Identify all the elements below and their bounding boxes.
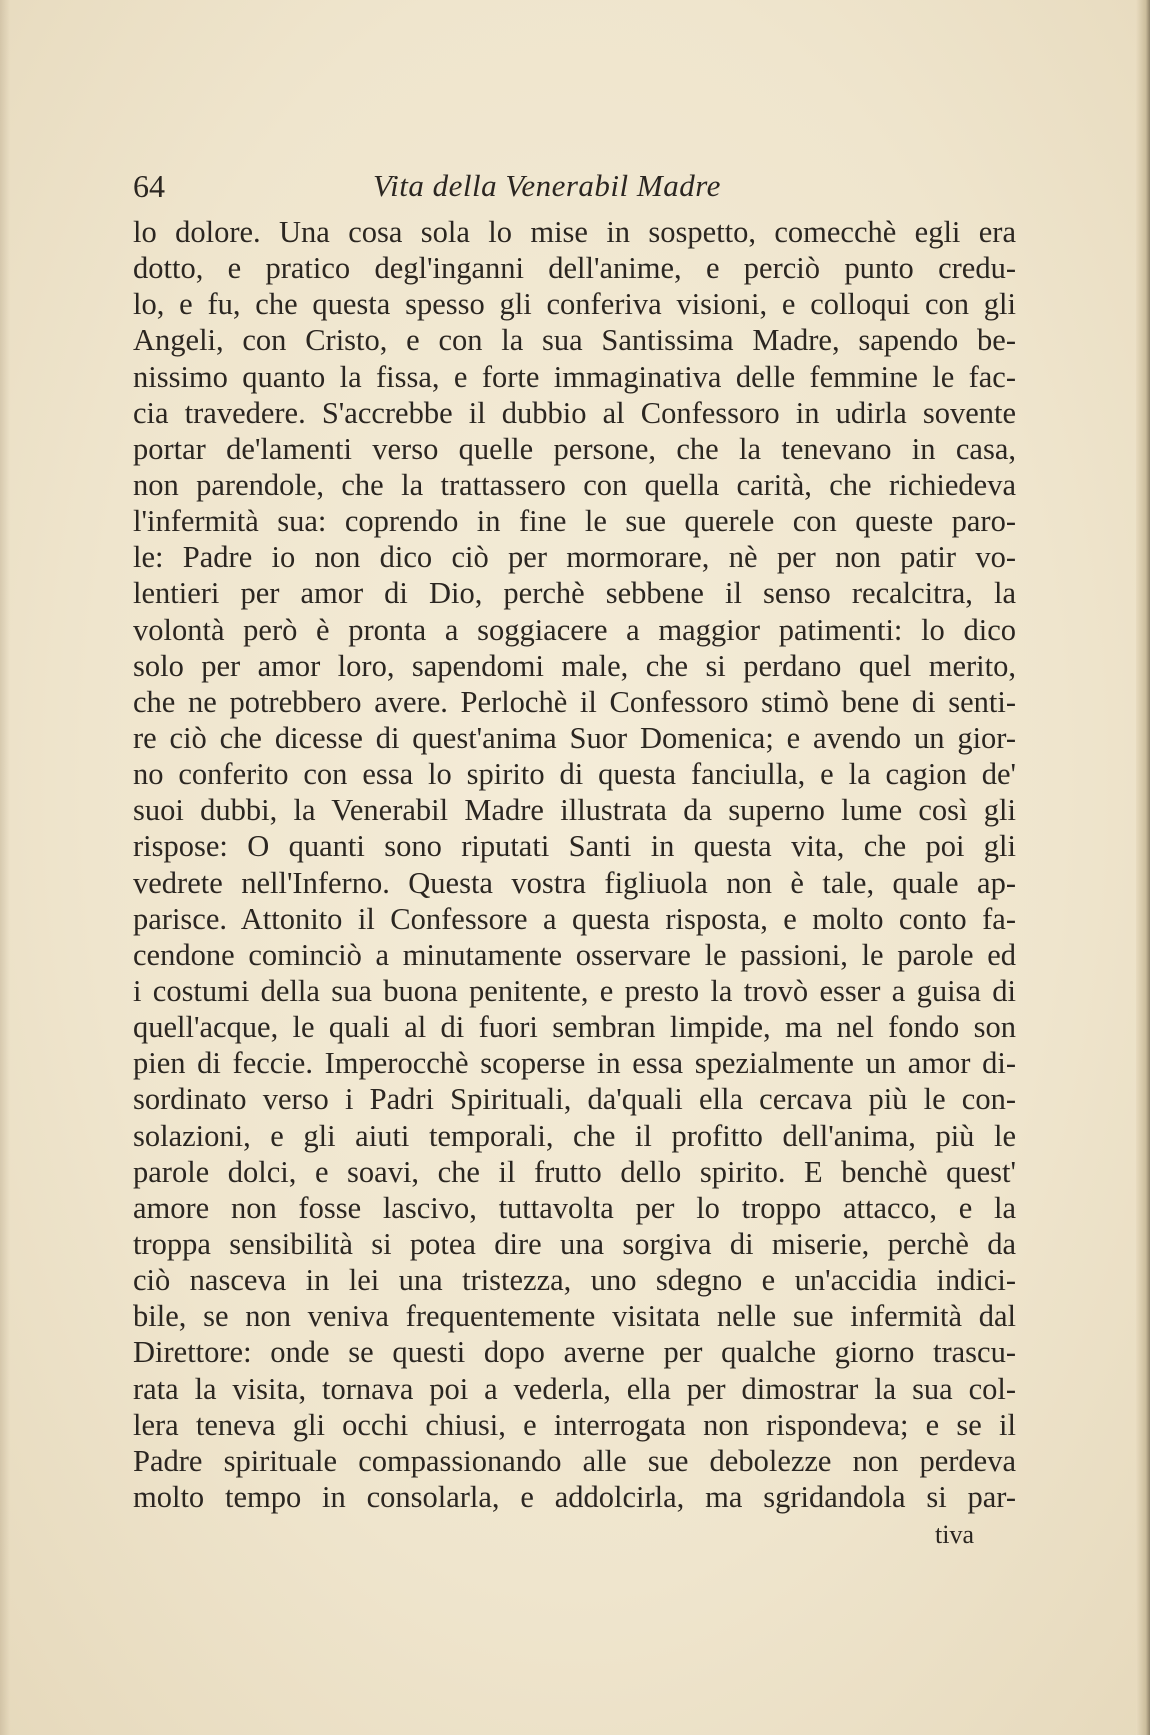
page-edge-right (1136, 0, 1150, 1735)
text-line: pien di feccie. Imperocchè scoperse in essa spezialmente un amor di- (133, 1046, 1016, 1081)
text-line: re ciò che dicesse di quest'anima Suor Domenica; e avendo un gior- (133, 720, 1016, 755)
text-line: parisce. Attonito il Confessore a questa risposta, e molto conto fa- (133, 901, 1016, 936)
page-number: 64 (133, 168, 165, 204)
text-line: rata la visita, tornava poi a vederla, ella per dimostrar la sua col- (133, 1371, 1016, 1406)
body-text (133, 214, 1016, 1515)
page-header (133, 168, 1016, 208)
text-line: molto tempo in consolarla, e addolcirla, ma sgridandola si par- (133, 1479, 1016, 1514)
text-line: nissimo quanto la fissa, e forte immaginativa delle femmine le fac- (133, 359, 1016, 394)
text-line: volontà però è pronta a soggiacere a maggior patimenti: lo dico (133, 612, 1016, 647)
text-line: portar de'lamenti verso quelle persone, che la tenevano in casa, (133, 431, 1016, 466)
running-title: Vita della Venerabil Madre (373, 168, 721, 203)
text-line: bile, se non veniva frequentemente visitata nelle sue infermità dal (133, 1299, 1016, 1334)
text-line: lo dolore. Una cosa sola lo mise in sospetto, comecchè egli era (133, 215, 1016, 249)
text-line: lo, e fu, che questa spesso gli conferiva visioni, e colloqui con gli (133, 287, 1016, 322)
text-line: sordinato verso i Padri Spirituali, da'quali ella cercava più le con- (133, 1082, 1016, 1117)
text-line: Angeli, con Cristo, e con la sua Santissima Madre, sapendo be- (133, 323, 1016, 358)
text-line: non parendole, che la trattassero con quella carità, che richiedeva (133, 467, 1016, 502)
text-line: rispose: O quanti sono riputati Santi in questa vita, che poi gli (133, 829, 1016, 864)
text-line: quell'acque, le quali al di fuori sembran limpide, ma nel fondo son (133, 1010, 1016, 1045)
text-line: che ne potrebbero avere. Perlochè il Confessoro stimò bene di senti- (133, 684, 1016, 719)
text-line: troppa sensibilità si potea dire una sorgiva di miserie, perchè da (133, 1226, 1016, 1261)
text-line: parole dolci, e soavi, che il frutto dello spirito. E benchè quest' (133, 1154, 1016, 1189)
text-line: l'infermità sua: coprendo in fine le sue querele con queste paro- (133, 504, 1016, 539)
text-line: no conferito con essa lo spirito di questa fanciulla, e la cagion de' (133, 757, 1016, 792)
text-line: Direttore: onde se questi dopo averne per qualche giorno trascu- (133, 1335, 1016, 1370)
text-line: i costumi della sua buona penitente, e presto la trovò esser a guisa di (133, 973, 1016, 1008)
text-line: dotto, e pratico degl'inganni dell'anime, e perciò punto credu- (133, 251, 1016, 286)
text-line: ciò nasceva in lei una tristezza, uno sdegno e un'accidia indici- (133, 1263, 1016, 1298)
text-line: suoi dubbi, la Venerabil Madre illustrata da superno lume così gli (133, 793, 1016, 828)
text-line: amore non fosse lascivo, tuttavolta per lo troppo attacco, e la (133, 1190, 1016, 1225)
text-line: le: Padre io non dico ciò per mormorare, nè per non patir vo- (133, 540, 1016, 575)
text-line: solo per amor loro, sapendomi male, che si perdano quel merito, (133, 648, 1016, 683)
text-line: solazioni, e gli aiuti temporali, che il profitto dell'anima, più le (133, 1118, 1016, 1153)
catchword: tiva (935, 1520, 974, 1549)
text-line: Padre spirituale compassionando alle sue debolezze non perdeva (133, 1443, 1016, 1478)
text-line: lentieri per amor di Dio, perchè sebbene il senso recalcitra, la (133, 576, 1016, 611)
text-line: lera teneva gli occhi chiusi, e interrogata non rispondeva; e se il (133, 1407, 1016, 1442)
page-edge-left (0, 0, 10, 1735)
text-line: cia travedere. S'accrebbe il dubbio al Confessoro in udirla sovente (133, 395, 1016, 430)
text-line: cendone cominciò a minutamente osservare le passioni, le parole ed (133, 937, 1016, 972)
text-line: vedrete nell'Inferno. Questa vostra figliuola non è tale, quale ap- (133, 865, 1016, 900)
